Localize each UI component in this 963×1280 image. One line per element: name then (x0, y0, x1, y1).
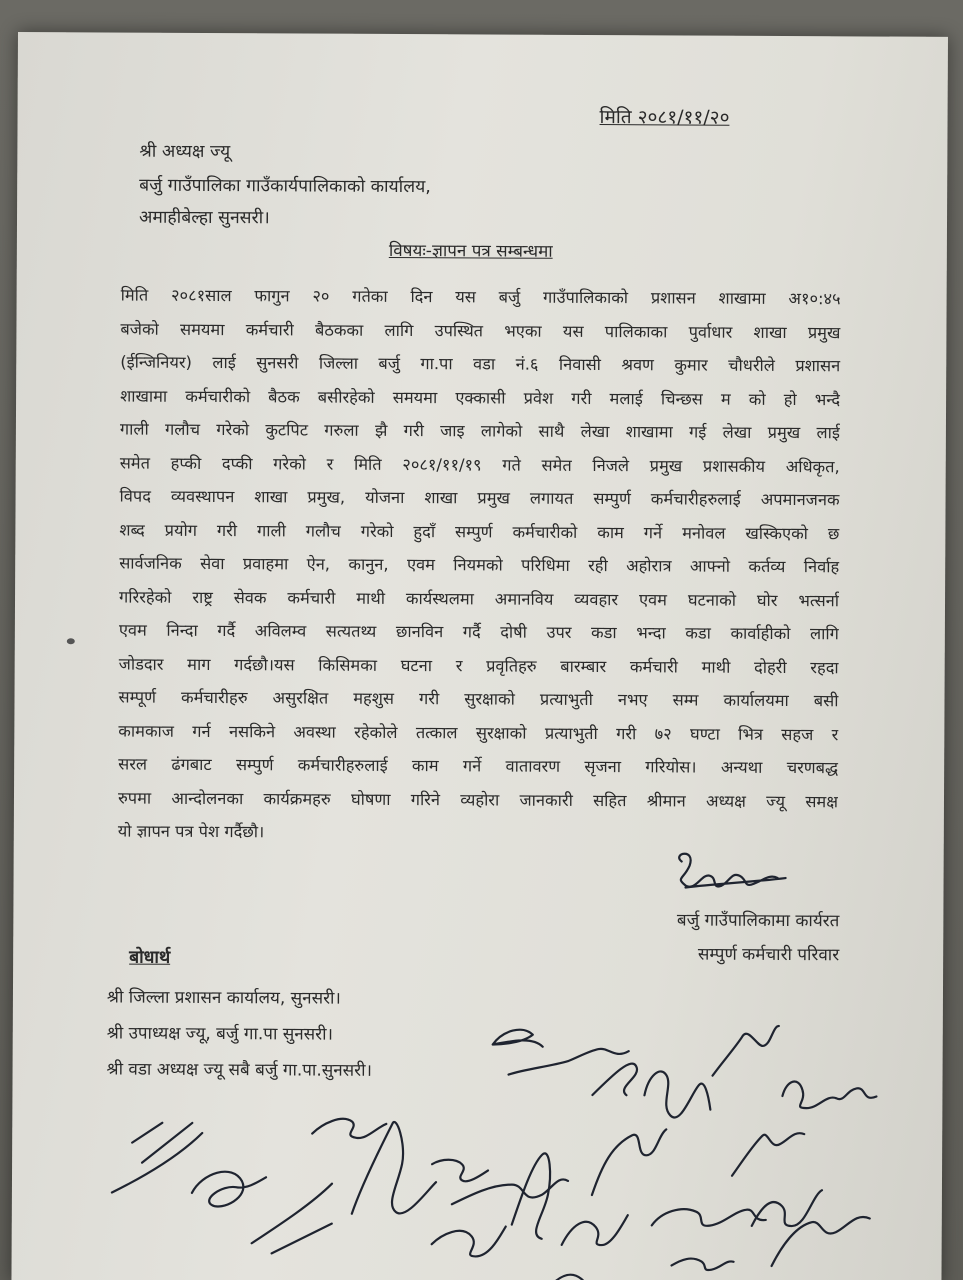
signature (772, 1216, 870, 1266)
signature (592, 1129, 666, 1195)
recipient-line-3: अमाहीबेल्हा सुनसरी। (138, 207, 270, 229)
signature (493, 1030, 543, 1047)
signature (644, 1071, 710, 1117)
signature-sender (679, 854, 786, 888)
body-line: विपद व्यवस्थापन शाखा प्रमुख, योजना शाखा प्रमुख लगायत सम्पुर्ण कर्मचारीहरुलाई अपमानजनक (119, 486, 840, 510)
cc-item: श्री वडा अध्यक्ष ज्यू सबै बर्जु गा.पा.सुनसरी। (106, 1059, 373, 1081)
body-line: एवम निन्दा गर्दै अविलम्व सत्यतथ्य छानविन गर्दै दोषी उपर कडा भन्दा कडा कार्वाहीको लागि (118, 620, 839, 644)
cc-item: श्री जिल्ला प्रशासन कार्यालय, सुनसरी। (106, 987, 341, 1009)
cc-item: श्री उपाध्यक्ष ज्यू, बर्जु गा.पा सुनसरी। (106, 1023, 334, 1045)
signature (652, 1209, 766, 1226)
signature (452, 1179, 568, 1205)
body-line: समेत हप्की दप्की गरेको र मिति २०८१/११/१९ गते समेत निजले प्रमुख प्रशासकीय अधिकृत, (119, 453, 840, 476)
body-line: गरिरहेको राष्ट्र सेवक कर्मचारी माथी कार्यस्थलमा अमानविय व्यवहार एवम घटनाको घोर भत्सर्ना (118, 587, 840, 610)
body-line: जोडदार माग गर्दछौ।यस किसिमका घटना र प्रवृतिहरु बारम्बार कर्मचारी माथी दोहरी रहदा (118, 654, 839, 677)
recipient-line-2: बर्जु गाउँपालिका गाउँकार्यपालिकाको कार्यालय, (139, 175, 431, 198)
body-line: सरल ढंगबाट सम्पुर्ण कर्मचारीहरुलाई काम गर्ने वातावरण सृजना गरियोस। अन्यथा चरणबद्ध (118, 754, 839, 778)
signature (672, 1258, 734, 1270)
body-line: शाखामा कर्मचारीको बैठक बसीरहेको समयमा एक्कासी प्रवेश गरी मलाई चिन्छस म को हो भन्दै (120, 386, 841, 409)
signature (562, 1215, 628, 1245)
body-line: मिति २०८१साल फागुन २० गतेका दिन यस बर्जु गाउँपालिकाको प्रशासन शाखामा अ१०:४५ (120, 285, 841, 309)
body-line: सम्पूर्ण कर्मचारीहरु असुरक्षित महशुस गरी सुरक्षाको प्रत्याभुती नभए सम्म कार्यालयमा बसी (118, 687, 839, 711)
body-line: शब्द प्रयोग गरी गाली गलौच गरेको हुदाँ सम्पुर्ण कर्मचारीको काम गर्ने मनोवल खस्किएको छ (119, 520, 840, 543)
letter-date: मिति २०८१/११/२० (599, 106, 730, 129)
body-line: गाली गलौच गरेको कुटपिट गरुला झै गरी जाइ लागेको साथै लेखा शाखामा गई लेखा प्रमुख लाई (119, 419, 840, 443)
cc-title: बोधार्थ (129, 947, 171, 968)
signature (732, 1133, 804, 1176)
signature (551, 1275, 589, 1280)
signature (509, 1048, 629, 1075)
ink-speck (67, 638, 75, 644)
signature (432, 1160, 488, 1182)
signature (252, 1183, 332, 1253)
sender-line-2: सम्पुर्ण कर्मचारी परिवार (697, 944, 840, 966)
letter-subject: विषयः-ज्ञापन पत्र सम्बन्धमा (388, 240, 553, 262)
sender-block (639, 903, 839, 972)
signature (512, 1153, 550, 1239)
signature (192, 1172, 266, 1207)
body-line: रुपमा आन्दोलनका कार्यक्रमहरु घोषणा गरिने व्यहोरा जानकारी सहित श्रीमान अध्यक्ष ज्यू समक्ष (117, 788, 839, 811)
signature (312, 1119, 386, 1139)
body-line: (ईन्जिनियर) लाई सुनसरी जिल्ला बर्जु गा.पा वडा नं.६ निवासी श्रवण कुमार चौधरीले प्रशासन (120, 352, 841, 376)
recipient-line-1: श्री अध्यक्ष ज्यू (139, 141, 231, 163)
letter-body (118, 279, 841, 852)
letter-sheet (11, 32, 948, 1280)
signature (352, 1122, 436, 1214)
signature (713, 1026, 779, 1076)
signature (592, 1063, 637, 1095)
body-line: बजेको समयमा कर्मचारी बैठकका लागि उपस्थित भएका यस पालिकाका पुर्वाधार शाखा प्रमुख (120, 319, 841, 342)
body-line: कामकाज गर्न नसकिने अवस्था रहेकोले तत्काल सुरक्षाको प्रत्याभुती गरी ७२ घण्टा भित्र सहज र (118, 721, 839, 744)
sender-line-1: बर्जु गाउँपालिकामा कार्यरत (676, 910, 840, 932)
signature (782, 1081, 876, 1108)
signature (432, 1226, 506, 1256)
body-line: सार्वजनिक सेवा प्रवाहमा ऐन, कानुन, एवम नियमको परिधिमा रही अहोरात्र आफ्नो कर्तव्य निर्वाह (119, 553, 840, 577)
body-line: यो ज्ञापन पत्र पेश गर्दैछौ। (117, 821, 265, 842)
signature (112, 1123, 202, 1193)
signature (752, 1190, 822, 1226)
